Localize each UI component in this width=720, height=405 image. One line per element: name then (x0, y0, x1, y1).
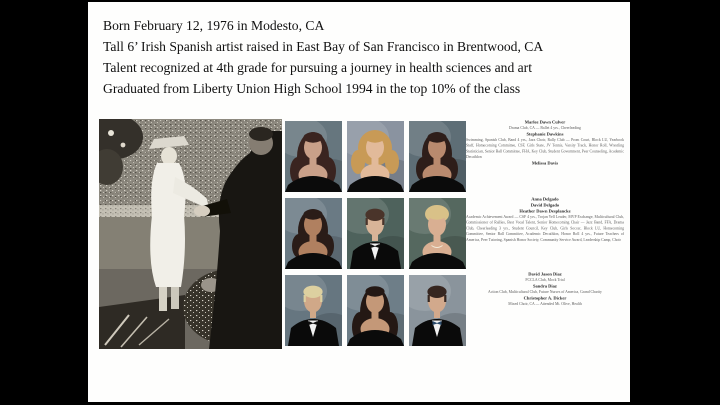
yearbook-activities: FCCLA Club, Mock Trial (525, 277, 565, 282)
yearbook-portrait (285, 121, 342, 192)
yearbook-portrait (347, 198, 404, 269)
graduation-photo-art (99, 119, 282, 349)
yearbook-name: Anna Delgado (531, 196, 559, 202)
bio-line: Born February 12, 1976 in Modesto, CA (103, 18, 325, 33)
yearbook-name: Heather Dawn Desplancke (519, 208, 571, 214)
yearbook-portrait (285, 198, 342, 269)
bio-line: Graduated from Liberty Union High School 1994 in the top 10% of the class (103, 81, 521, 96)
yearbook-activities: Academic Achievement Award — CSF 4 yrs., Trojan Yell Leader, MVP Exchange, Multicultural Club, Commissioner of Rallies, Best Vocal Talent, Senior Homecoming Chair — Jazz Band, FFA, Drama Club, Cheerleading 3 yrs., Student Council, Key Club, Girls Soccer, Block LU, Homecoming Committee, Senior Ball Committee, Academic Decathlon, Honor Roll 4 yrs., Future Teachers of America, Peer Tutoring, Spanish Honor Society, Community Service Award, Leadership Camp, Choir (466, 214, 624, 242)
yearbook-name: Stephanie Dawkins (526, 131, 564, 137)
yearbook-portrait (409, 198, 466, 269)
pillarbox-right (630, 0, 720, 405)
yearbook-name: Christopher A. Dicker (523, 295, 567, 301)
slide-canvas (88, 2, 630, 402)
yearbook-portrait (347, 275, 404, 346)
yearbook-portrait (409, 275, 466, 346)
yearbook-text-column (466, 2, 624, 402)
yearbook-activities: Swimming, Spanish Club, Band 4 yrs., Jazz Choir, Rally Club — Prom Court, Block LU, Yearbook Staff, Homecoming Committee, CSF, Girls State, JV Tennis, Varsity Track, Honor Roll, Wrestling Statistician, Senior Ball Committee, FHA, Key Club, Student Government, Peer Counseling, Academic Decathlon (466, 137, 624, 160)
letterbox-top (0, 0, 720, 2)
graduation-photo (99, 119, 282, 349)
yearbook-portrait (409, 121, 466, 192)
yearbook-portrait-grid (285, 121, 466, 346)
bio-line: Talent recognized at 4th grade for pursuing a journey in health sciences and art (103, 60, 532, 75)
yearbook-activities: Mixed Choir, CA — Attended Mt. Olive, Health (508, 301, 582, 306)
pillarbox-left (0, 0, 88, 405)
yearbook-name: Sandra Diaz (533, 283, 557, 289)
yearbook-text-block (466, 119, 624, 166)
yearbook-name: Marlee Dawn Culver (524, 119, 566, 125)
yearbook-portrait (347, 121, 404, 192)
yearbook-name: David Delgado (530, 202, 560, 208)
yearbook-name: Melissa Davis (531, 160, 559, 166)
yearbook-activities: Drama Club, CA — Ballet 4 yrs., Cheerleading (509, 125, 581, 130)
bio-line: Tall 6’ Irish Spanish artist raised in East Bay of San Francisco in Brentwood, CA (103, 39, 544, 54)
yearbook-portrait (285, 275, 342, 346)
yearbook-activities: Action Club, Multicultural Club, Future Nurses of America, Grand Charity (488, 289, 602, 294)
yearbook-name: David Jason Diaz (528, 271, 562, 277)
yearbook-text-block (466, 271, 624, 307)
yearbook-text-block (466, 196, 624, 243)
